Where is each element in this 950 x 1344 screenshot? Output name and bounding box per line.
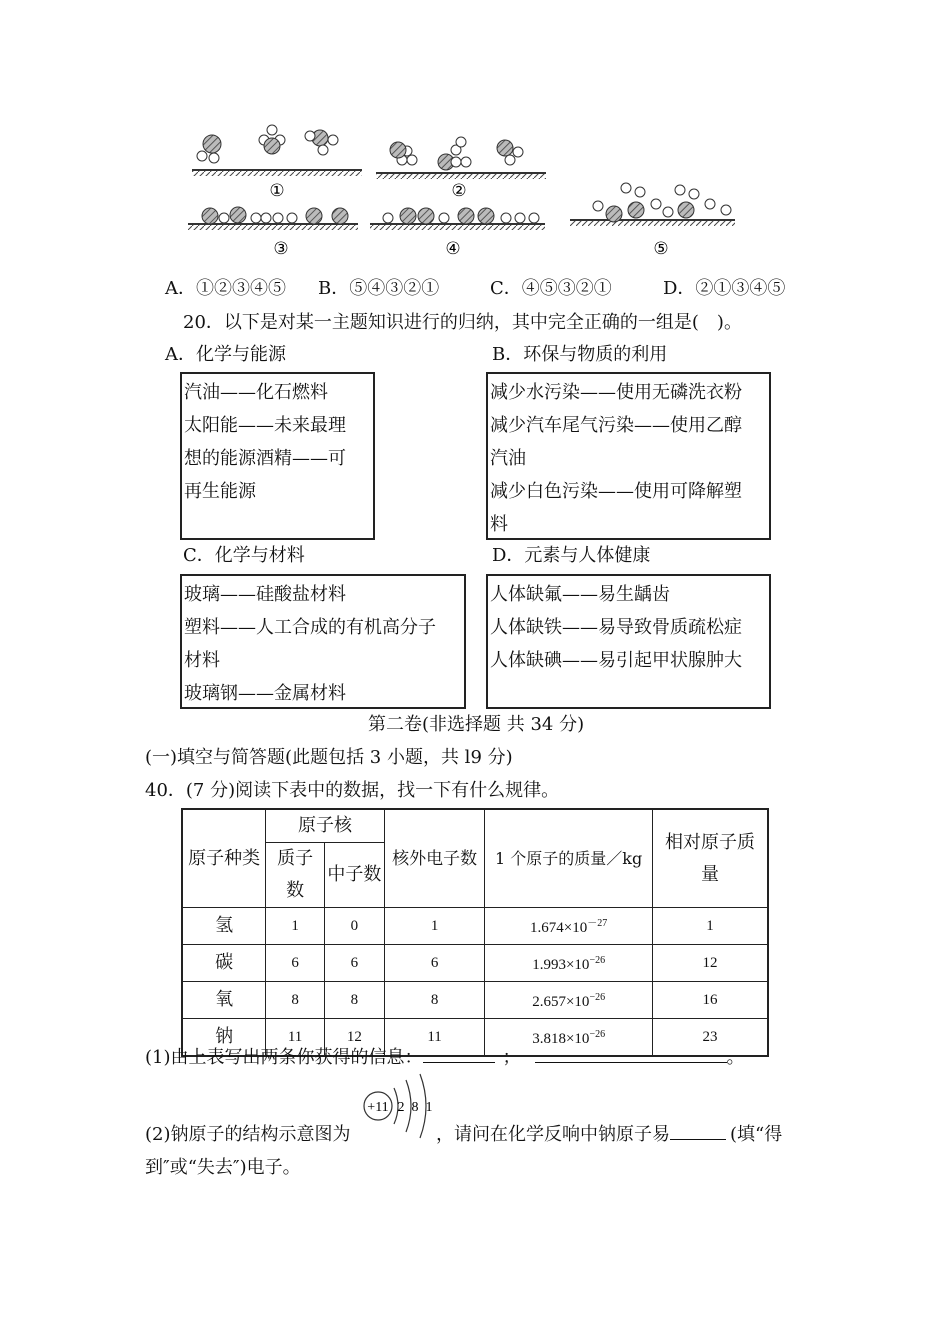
shell-1-electrons: 2	[397, 1100, 405, 1115]
label-3: ③	[273, 239, 289, 259]
mass-exponent: －27	[587, 918, 608, 929]
q20-b-line: 汽油	[490, 448, 526, 469]
mass-value: 1.674×10	[530, 920, 588, 936]
q19-option-d: D．②①③④⑤	[663, 278, 786, 299]
part2-section: (一)填空与简答题(此题包括 3 小题，共 l9 分)	[145, 747, 513, 768]
q20-c-line: 玻璃——硅酸盐材料	[184, 584, 346, 605]
label-4: ④	[445, 239, 461, 259]
q40-part1-sep: ；	[502, 1047, 521, 1068]
cell-relative-mass: 12	[652, 945, 768, 982]
q20-stem: 20．以下是对某一主题知识进行的归纳，其中完全正确的一组是( )。	[183, 312, 742, 333]
q20-c-title: C．化学与材料	[183, 545, 305, 566]
mass-exponent: −26	[589, 1029, 606, 1040]
q20-c-box	[180, 574, 466, 709]
q19-option-b: B．⑤④③②①	[318, 278, 440, 299]
q40-part2-paren: (填“得	[730, 1124, 783, 1145]
panel-2	[376, 137, 546, 179]
q20-b-box	[486, 372, 771, 540]
header-relative-mass	[652, 809, 768, 908]
q40-part2-line2: 到″或“失去″)电子。	[145, 1157, 301, 1178]
answer-blank-3[interactable]	[670, 1121, 726, 1140]
q20-b-line: 减少汽车尾气污染——使用乙醇	[490, 415, 742, 436]
cell-electrons: 11	[384, 1019, 485, 1057]
panel-3	[188, 207, 358, 230]
label-1: ①	[269, 181, 285, 201]
q20-a-line: 再生能源	[184, 481, 256, 502]
header-neutrons: 中子数	[324, 843, 384, 908]
q20-c-line: 玻璃钢——金属材料	[184, 683, 346, 704]
shell-3-electrons: 1	[425, 1100, 433, 1115]
q19-option-a: A．①②③④⑤	[165, 278, 286, 299]
table-header-row	[182, 809, 768, 843]
cell-relative-mass: 1	[652, 908, 768, 945]
q20-b-line: 料	[490, 514, 508, 535]
mass-exponent: −26	[589, 955, 606, 966]
cell-electrons: 6	[384, 945, 485, 982]
atom-data-table	[181, 808, 769, 1057]
cell-protons: 1	[266, 908, 325, 945]
answer-blank-2[interactable]	[535, 1044, 727, 1063]
table-row	[182, 982, 768, 1019]
cell-name: 氧	[182, 982, 266, 1019]
q40-part2-before: (2)钠原子的结构示意图为	[145, 1124, 351, 1145]
q40-part1-text: (1)由上表写出两条你获得的信息：	[145, 1047, 423, 1068]
label-5: ⑤	[653, 239, 669, 259]
panel-5	[570, 183, 735, 226]
adsorption-figure	[180, 118, 740, 268]
cell-electrons: 8	[384, 982, 485, 1019]
q20-a-box	[180, 372, 375, 540]
cell-neutrons: 6	[324, 945, 384, 982]
q20-c-line: 塑料——人工合成的有机高分子	[184, 617, 436, 638]
q40-part2-after: ，请问在化学反响中钠原子易	[436, 1124, 670, 1145]
cell-mass	[485, 945, 653, 982]
panel-4	[370, 208, 545, 230]
cell-relative-mass: 16	[652, 982, 768, 1019]
header-protons	[266, 843, 325, 908]
cell-electrons: 1	[384, 908, 485, 945]
q20-a-line: 汽油——化石燃料	[184, 382, 328, 403]
table-row	[182, 908, 768, 945]
q40-part2-after-line	[436, 1120, 782, 1146]
q40-stem: 40．(7 分)阅读下表中的数据，找一下有什么规律。	[145, 780, 560, 801]
header-relative-mass-line2: 量	[700, 863, 719, 885]
cell-name: 钠	[182, 1019, 266, 1057]
panel-1	[192, 125, 362, 176]
q40-part1	[145, 1043, 745, 1069]
sodium-atom-diagram	[358, 1070, 438, 1142]
header-mass: 1 个原子的质量／kg	[485, 809, 653, 908]
cell-protons: 6	[266, 945, 325, 982]
mass-exponent: −26	[589, 992, 606, 1003]
label-2: ②	[451, 181, 467, 201]
q20-a-line: 太阳能——未来最理	[184, 415, 346, 436]
q20-b-title: B．环保与物质的利用	[492, 344, 668, 365]
q19-option-c: C．④⑤③②①	[490, 278, 612, 299]
cell-name: 碳	[182, 945, 266, 982]
header-relative-mass-line1: 相对原子质	[664, 831, 755, 853]
cell-protons: 8	[266, 982, 325, 1019]
q20-d-box	[486, 574, 771, 709]
cell-neutrons: 0	[324, 908, 384, 945]
header-atom-type: 原子种类	[182, 809, 266, 908]
cell-mass	[485, 982, 653, 1019]
q20-c-line: 材料	[184, 650, 220, 671]
mass-value: 1.993×10	[532, 957, 590, 973]
table-row	[182, 945, 768, 982]
part2-title: 第二卷(非选择题 共 34 分)	[368, 714, 585, 735]
q20-d-line: 人体缺氟——易生龋齿	[490, 584, 670, 605]
shell-2-electrons: 8	[411, 1100, 419, 1115]
cell-neutrons: 8	[324, 982, 384, 1019]
q20-a-title: A．化学与能源	[165, 344, 286, 365]
cell-name: 氢	[182, 908, 266, 945]
q40-part1-end: 。	[726, 1047, 745, 1068]
nucleus-charge: +11	[367, 1100, 389, 1115]
cell-mass	[485, 908, 653, 945]
cell-neutrons: 12	[324, 1019, 384, 1057]
mass-value: 3.818×10	[532, 1031, 590, 1047]
q20-b-line: 减少白色污染——使用可降解塑	[490, 481, 742, 502]
q20-b-line: 减少水污染——使用无磷洗衣粉	[490, 382, 742, 403]
mass-value: 2.657×10	[532, 994, 590, 1010]
q20-a-line: 想的能源酒精——可	[184, 448, 346, 469]
header-nucleus: 原子核	[266, 809, 385, 843]
header-protons-line1: 质子	[277, 848, 314, 869]
cell-protons: 11	[266, 1019, 325, 1057]
answer-blank-1[interactable]	[423, 1044, 495, 1063]
cell-relative-mass: 23	[652, 1019, 768, 1057]
q20-d-line: 人体缺铁——易导致骨质疏松症	[490, 617, 742, 638]
header-protons-line2: 数	[286, 880, 305, 901]
q20-d-line: 人体缺碘——易引起甲状腺肿大	[490, 650, 742, 671]
q20-d-title: D．元素与人体健康	[492, 545, 651, 566]
header-electrons: 核外电子数	[384, 809, 485, 908]
